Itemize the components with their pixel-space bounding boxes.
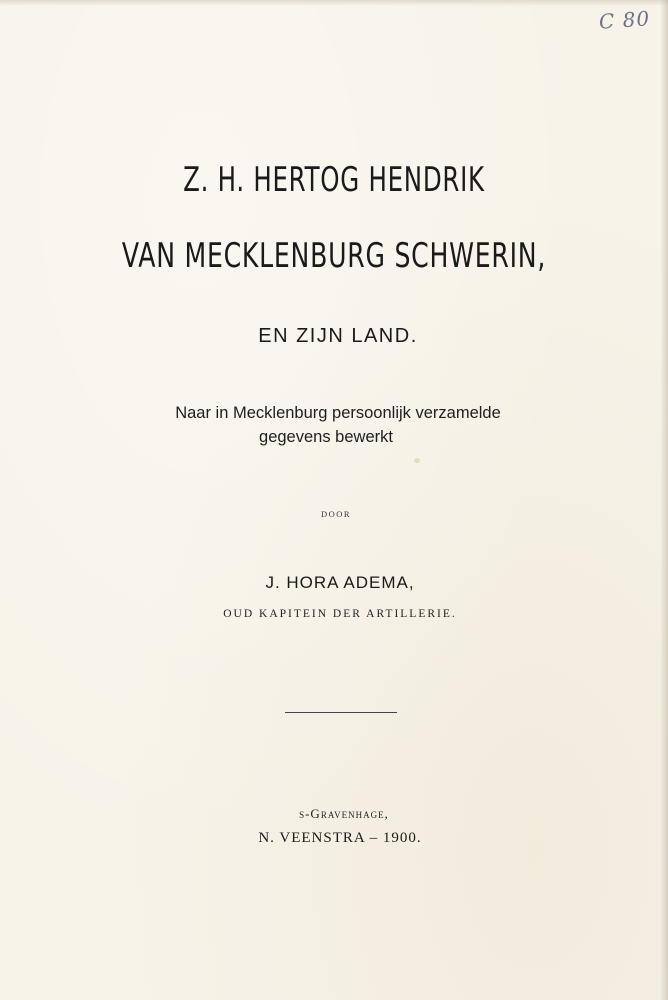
author-name: J. HORA ADEMA, <box>265 573 415 592</box>
page-edge-top <box>0 0 668 6</box>
subtitle-line-1: Naar in Mecklenburg persoonlijk verzamelde <box>175 404 501 422</box>
imprint-publisher-year: N. VEENSTRA – 1900. <box>258 830 422 846</box>
title-line-3: EN ZIJN LAND. <box>258 325 418 347</box>
title-line-2: VAN MECKLENBURG SCHWERIN, <box>121 236 547 276</box>
subtitle-line-2: gegevens bewerkt <box>259 428 393 446</box>
page-edge-right <box>660 0 668 1000</box>
by-label: DOOR <box>320 509 352 519</box>
paper-stain <box>414 458 420 463</box>
author-role: OUD KAPITEIN DER ARTILLERIE. <box>223 608 457 620</box>
imprint-place: s-Gravenhage, <box>299 806 389 821</box>
title-line-1: Z. H. HERTOG HENDRIK <box>183 160 485 200</box>
divider-rule <box>285 712 397 713</box>
handwritten-catalog-mark: C 80 <box>598 6 651 34</box>
